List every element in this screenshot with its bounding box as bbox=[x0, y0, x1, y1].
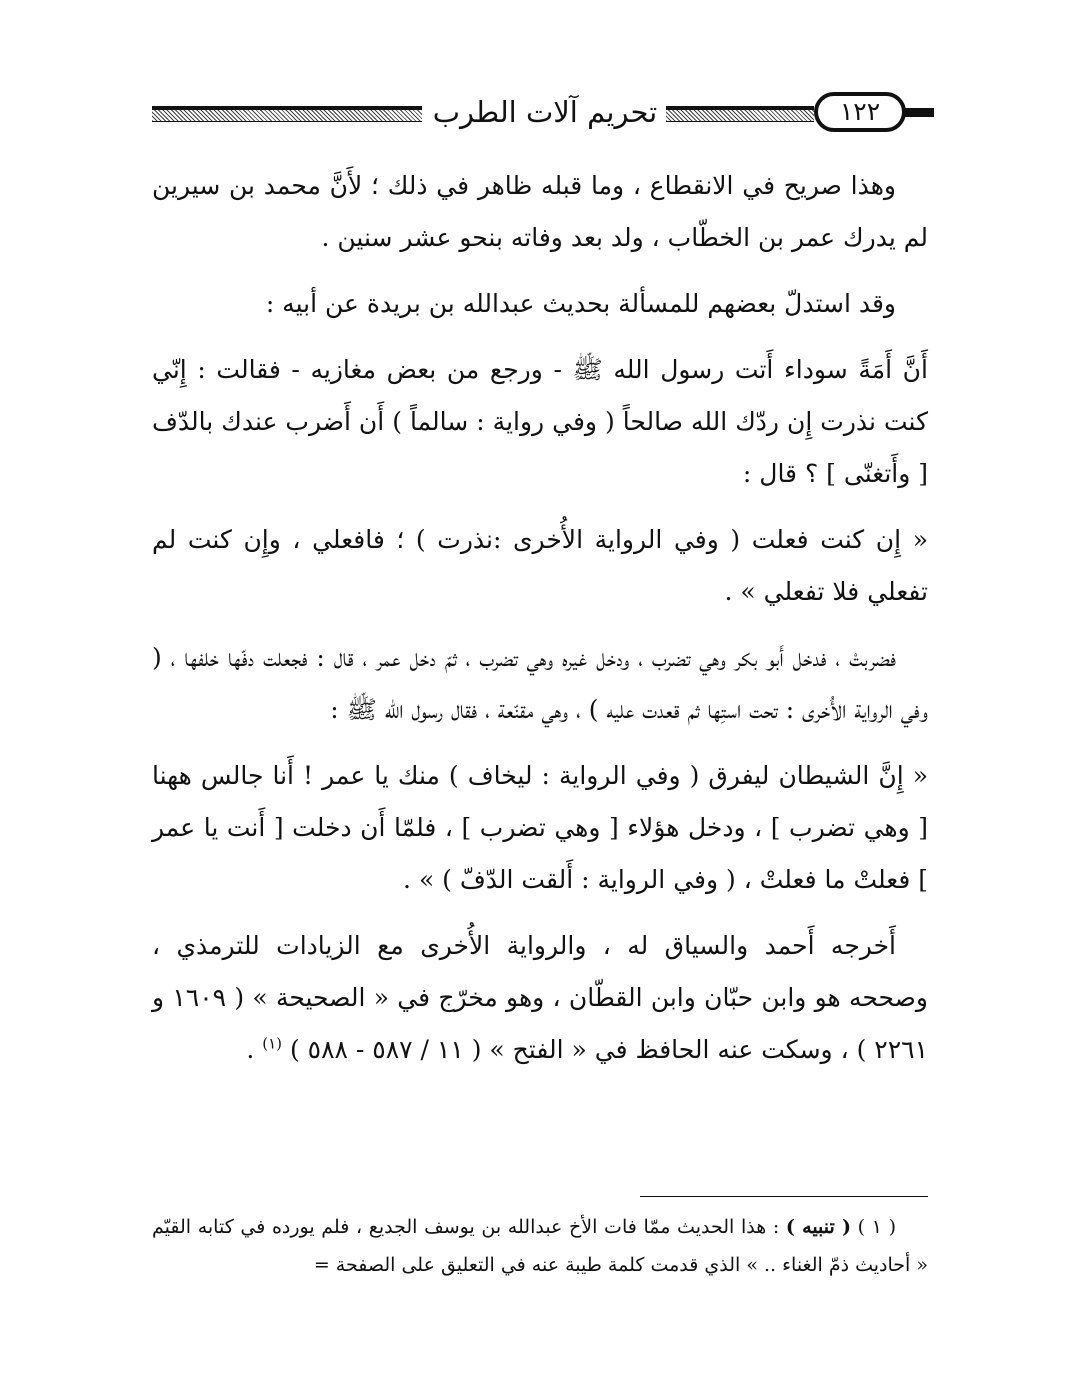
running-header bbox=[152, 92, 934, 140]
takhrij-text: أَخرجه أَحمد والسياق له ، والرواية الأُخرى مع الزيادات للترمذي ، وصححه هو وابن حبّان وابن القطّان ، وهو مخرّج في « الصحيحة » ( ١٦٠٩ و ٢٢٦١ ) ، وسكت عنه الحافظ في « الفتح » ( ١١ / ٥٨٧ - ٥٨٨ ) bbox=[152, 931, 928, 1064]
page-number: ١٢٢ bbox=[814, 92, 906, 132]
header-ornament-bar-left bbox=[152, 106, 422, 122]
footnotes bbox=[152, 1208, 928, 1284]
hadith-quote: « إِن كنت فعلت ( وفي الرواية الأُخرى :نذرت ) ؛ فافعلي ، وإِن كنت لم تفعلي فلا تفعلي » . bbox=[152, 525, 928, 606]
hadith-paragraph: أَنَّ أَمَةً سوداء أَتت رسول الله ﷺ - ورجع من بعض مغازيه - فقالت : إِنّي كنت نذرت إِن ردّك الله صالحاً ( وفي رواية : سالماً ) أَن أَضرب عندك بالدّف [ وأَتغنّى ] ؟ قال : bbox=[152, 355, 928, 488]
paragraph: فضربتْ ، فدخل أَبو بكر وهي تضرب ، ودخل غيره وهي تضرب ، ثمّ دخل عمر ، قال : فجعلت دفّها خلفها ، ( وفي الرواية الأُخرى : تحت استِها ثم قعدت عليه ) ، وهي مقنّعة ، فقال رسول الله ﷺ : bbox=[152, 643, 928, 724]
footnote-text: : هذا الحديث ممّا فات الأخ عبدالله بن يوسف الجديع ، فلم يورده في كتابه القيّم « أحاديث ذمّ الغناء .. » الذي قدمت كلمة طيبة عنه في التعليق على الصفحة = bbox=[152, 1216, 928, 1276]
footnote-reference: (١) bbox=[262, 1034, 282, 1053]
body-text bbox=[152, 160, 928, 1076]
paragraph: وقد استدلّ بعضهم للمسألة بحديث عبدالله بن بريدة عن أبيه : bbox=[265, 289, 896, 318]
paragraph: وهذا صريح في الانقطاع ، وما قبله ظاهر في ذلك ؛ لأَنَّ محمد بن سيرين لم يدرك عمر بن الخطّاب ، ولد بعد وفاته بنحو عشر سنين . bbox=[152, 171, 928, 252]
hadith-quote: « إِنَّ الشيطان ليفرق ( وفي الرواية : ليخاف ) منك يا عمر ! أَنا جالس ههنا [ وهي تضرب ] ، ودخل هؤلاء [ وهي تضرب ] ، فلمّا أَن دخلت [ أَنت يا عمر ] فعلتْ ما فعلتْ ، ( وفي الرواية : أَلقت الدّفّ ) » . bbox=[152, 761, 928, 894]
paragraph-end: . bbox=[246, 1035, 263, 1064]
footnote-separator bbox=[640, 1196, 928, 1197]
footnote-1 bbox=[152, 1208, 928, 1284]
header-ornament-bar-right bbox=[666, 106, 814, 122]
footnote-label: ( تنبيه ) bbox=[785, 1216, 852, 1238]
header-ornament-tail bbox=[904, 108, 934, 117]
book-title: تحريم آلات الطرب bbox=[432, 95, 658, 129]
takhrij-paragraph bbox=[152, 920, 928, 1076]
footnote-number: ( ١ ) bbox=[857, 1216, 897, 1238]
